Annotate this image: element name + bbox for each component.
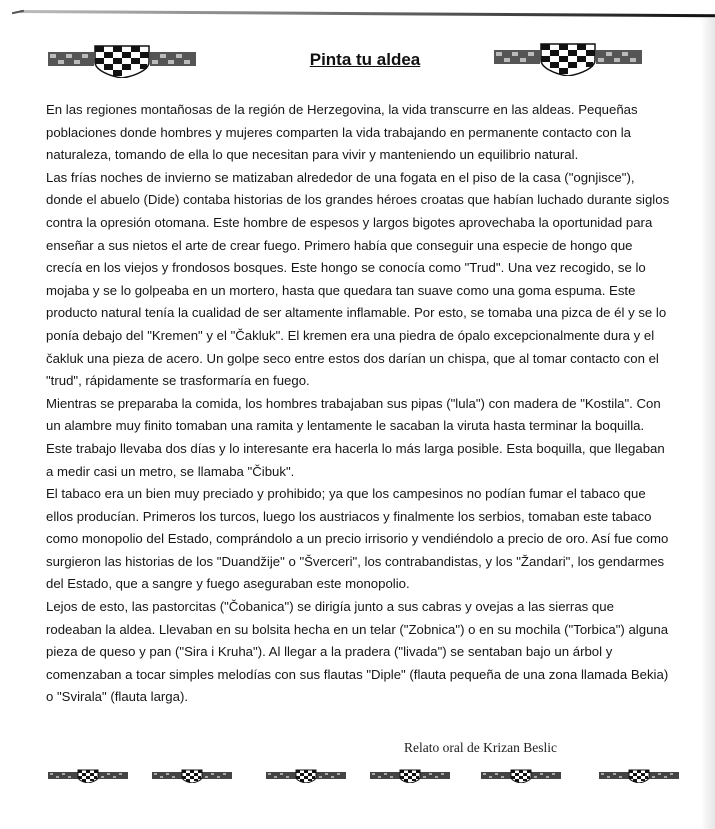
text-line: un alambre muy finito tomaban una ramita y lentamente le sacaban la viruta hasta terminar la boquilla. [46,418,645,434]
text-line: naturaleza, tomando de ella lo que necesitan para vivir y manteniendo un equilibrio natural. [46,147,579,163]
document-title: Pinta tu aldea [309,50,421,69]
text-line: Mientras se preparaba la comida, los hombres trabajaban sus pipas ("lula") con madera de "Kostila". Con [46,395,661,411]
text-line: poblaciones donde hombres y mujeres comparten la vida trabajando en permanente contacto con la [46,124,632,140]
footer-ornaments [48,769,688,785]
checkerboard-shield-icon [370,769,450,788]
text-line: comenzaban a tocar simples melodías con sus flautas "Diple" (flauta pequeña de una zona llamada Bekia) [46,666,669,682]
text-line: Este trabajo llevaba dos días y lo interesante era hacerla lo más larga posible. Esta boquilla, que llegaban [46,440,665,456]
checkerboard-shield-icon [48,42,196,78]
document-body [46,99,686,709]
text-line: contra la opresión otomana. Este hombre de espesos y largos bigotes aprovechaba la oportunidad para [46,214,653,230]
scan-mark [12,10,24,14]
checkerboard-shield-icon [481,769,561,788]
text-line: El tabaco era un bien muy preciado y prohibido; ya que los campesinos no podían fumar el tabaco que [46,486,646,502]
scan-shadow-line [20,10,715,17]
text-line: a medir casi un metro, se llamaba "Čibuk". [46,463,295,479]
checkerboard-shield-icon [599,769,679,788]
text-line: producto natural tenía la cualidad de ser altamente inflamable. Por esto, se tomaba una pizca de él y se lo [46,305,667,321]
checkerboard-shield-icon [152,769,232,788]
text-line: o "Svirala" (flauta larga). [46,689,189,705]
text-line: "trud", rápidamente se trasformaría en fuego. [46,373,310,389]
text-line: enseñar a sus nietos el arte de crear fuego. Primero había que conseguir una especie de hongo que [46,237,633,253]
text-line: como monopolio del Estado, comprándolo a un precio irrisorio y vendiéndolo a precio de oro. Así fue como [46,531,669,547]
text-line: surgieron las historias de los "Duandžije" o "Šverceri", los contrabandistas, y los "Žandari", los gendarmes [46,553,665,569]
attribution: Relato oral de Krizan Beslic [404,740,557,755]
text-line: Las frías noches de invierno se matizaban alrededor de una fogata en el piso de la casa ("ognjisce"), [46,169,635,185]
text-line: crecía en los viejos y frondosos bosques. Este hongo se conocía como "Trud". Una vez recogido, se lo [46,260,646,276]
checkerboard-shield-icon [494,40,642,76]
text-line: pieza de queso y pan ("Sira i Kruha"). Al llegar a la pradera ("livada") se sentaban bajo un árbol y [46,644,613,660]
checkerboard-shield-icon [266,769,346,788]
text-line: ellos producían. Primeros los turcos, luego los austriacos y finalmente los serbios, tomaban este tabaco [46,508,652,524]
document-header [0,40,715,80]
checkerboard-shield-icon [48,769,128,788]
page-edge-shadow [701,18,715,829]
text-line: ponía debajo del "Kremen" y el "Čakluk". El kremen era una piedra de ópalo excepcionalmente dura y el [46,327,655,343]
text-line: mojaba y se lo golpeaba en un mortero, hasta que quedara tan suave como una goma espuma. Este [46,282,636,298]
text-line: rodeaban la aldea. Llevaban en su bolsita hecha en un telar ("Zobnica") o en su mochila ("Torbica") alguna [46,621,669,637]
text-line: En las regiones montañosas de la región de Herzegovina, la vida transcurre en las aldeas. Pequeñas [46,102,638,117]
scan-edge [0,0,715,22]
text-line: čakluk una pieza de acero. Un golpe seco entre estos dos darían un chispa, que al tomar contacto con el [46,350,659,366]
text-line: Lejos de esto, las pastorcitas ("Čobanica") se dirigía junto a sus cabras y ovejas a las sierras que [46,599,614,615]
text-line: del Estado, que a sangre y fuego aseguraban este monopolio. [46,576,410,592]
text-line: donde el abuelo (Dide) contaba historias de los grandes héroes croatas que habían luchado durante siglos [46,192,670,208]
